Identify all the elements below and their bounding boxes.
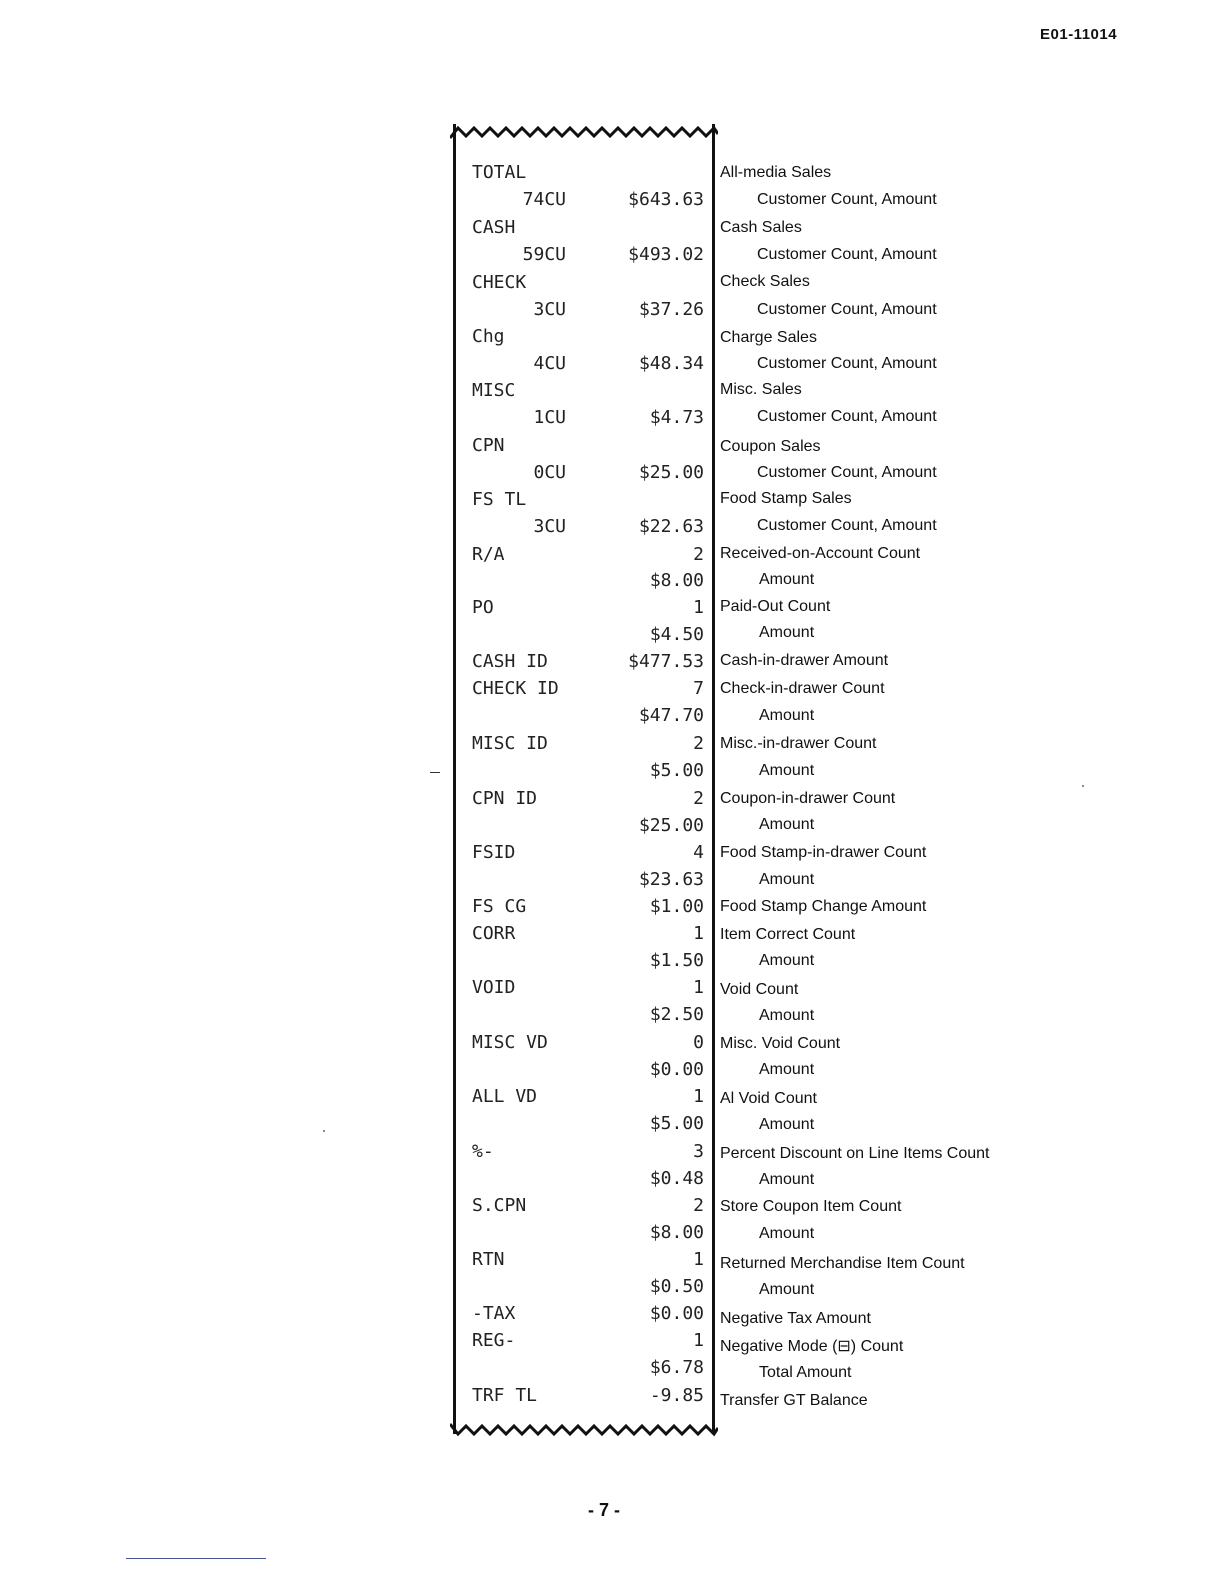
receipt-line	[472, 621, 704, 648]
field-description: Al Void Count	[720, 1090, 817, 1107]
receipt-value: $0.48	[649, 1168, 704, 1189]
receipt-count: 4CU	[533, 353, 566, 374]
field-description: Customer Count, Amount	[757, 301, 937, 318]
receipt-line	[472, 214, 704, 241]
receipt-label: FS CG	[472, 896, 527, 917]
field-description: Misc.-in-drawer Count	[720, 735, 877, 752]
field-description: Amount	[759, 707, 815, 724]
receipt-count: 3CU	[533, 299, 566, 320]
receipt-line	[472, 757, 704, 784]
field-description: Customer Count, Amount	[757, 355, 937, 372]
receipt-line	[472, 459, 704, 486]
field-description: Customer Count, Amount	[757, 246, 937, 263]
receipt-line	[472, 1219, 704, 1246]
receipt-value: 2	[693, 733, 704, 754]
receipt-value: 1	[693, 1249, 704, 1270]
field-description: Item Correct Count	[720, 926, 856, 943]
receipt-label: CORR	[472, 923, 516, 944]
receipt-label: VOID	[472, 977, 516, 998]
field-description: Store Coupon Item Count	[720, 1198, 902, 1215]
receipt-label: TRF TL	[472, 1385, 538, 1406]
receipt-value: 0	[693, 1032, 704, 1053]
receipt-line	[472, 1165, 704, 1192]
receipt-line	[472, 1327, 704, 1354]
receipt-label: -TAX	[472, 1303, 516, 1324]
receipt-line	[472, 785, 704, 812]
receipt-line	[472, 893, 704, 920]
receipt-value: 1	[693, 597, 704, 618]
receipt-label: REG-	[472, 1330, 516, 1351]
receipt-value: 7	[693, 678, 704, 699]
receipt-value: $47.70	[638, 705, 704, 726]
receipt-tear-edge-top	[450, 124, 718, 140]
receipt-value: $1.00	[649, 896, 704, 917]
receipt-label: MISC VD	[472, 1032, 548, 1053]
receipt-value: $477.53	[628, 651, 704, 672]
field-description: Coupon-in-drawer Count	[720, 790, 896, 807]
receipt-label: R/A	[472, 544, 505, 565]
receipt-value: $5.00	[649, 760, 704, 781]
receipt-label: RTN	[472, 1249, 505, 1270]
field-description: Amount	[759, 816, 815, 833]
speck	[1082, 785, 1084, 787]
receipt-label: MISC ID	[472, 733, 548, 754]
field-description: Charge Sales	[720, 329, 817, 346]
receipt-line	[472, 1354, 704, 1381]
receipt-value: 1	[693, 923, 704, 944]
field-description: Paid-Out Count	[720, 598, 831, 615]
field-description: Percent Discount on Line Items Count	[720, 1145, 990, 1162]
receipt-value: $25.00	[638, 462, 704, 483]
receipt-line	[472, 513, 704, 540]
receipt-line	[472, 1110, 704, 1137]
receipt-line	[472, 296, 704, 323]
receipt-value: 3	[693, 1141, 704, 1162]
receipt-line	[472, 404, 704, 431]
receipt-label: CASH	[472, 217, 516, 238]
receipt-line	[472, 486, 704, 513]
receipt-value: $48.34	[638, 353, 704, 374]
field-description: Customer Count, Amount	[757, 464, 937, 481]
receipt-value: -9.85	[649, 1385, 704, 1406]
receipt-line	[472, 1382, 704, 1409]
receipt-line	[472, 866, 704, 893]
receipt-line	[472, 377, 704, 404]
field-description: Food Stamp-in-drawer Count	[720, 844, 927, 861]
field-description: Check Sales	[720, 273, 810, 290]
receipt-value: 2	[693, 788, 704, 809]
receipt-line	[472, 350, 704, 377]
receipt-value: $37.26	[638, 299, 704, 320]
receipt-label: MISC	[472, 380, 516, 401]
field-description: Amount	[759, 1281, 815, 1298]
field-description: Received-on-Account Count	[720, 545, 921, 562]
receipt-value: $4.50	[649, 624, 704, 645]
receipt-line	[472, 675, 704, 702]
field-description: Amount	[759, 871, 815, 888]
receipt-line	[472, 839, 704, 866]
receipt-label: %-	[472, 1141, 494, 1162]
field-description: Customer Count, Amount	[757, 517, 937, 534]
receipt-line	[472, 1192, 704, 1219]
field-description: Cash-in-drawer Amount	[720, 652, 889, 669]
field-description: Returned Merchandise Item Count	[720, 1255, 965, 1272]
receipt-line	[472, 269, 704, 296]
receipt-value: $0.50	[649, 1276, 704, 1297]
receipt-line	[472, 1001, 704, 1028]
receipt-label: TOTAL	[472, 162, 527, 183]
receipt-label: CHECK	[472, 272, 527, 293]
page-number: - 7 -	[588, 1500, 621, 1520]
receipt-line	[472, 1273, 704, 1300]
footer-rule	[126, 1558, 266, 1559]
field-description: Check-in-drawer Count	[720, 680, 885, 697]
receipt-value: 1	[693, 977, 704, 998]
receipt-value: 1	[693, 1086, 704, 1107]
receipt-value: $643.63	[628, 189, 704, 210]
receipt-label: CPN	[472, 435, 505, 456]
receipt-value: 4	[693, 842, 704, 863]
receipt-count: 1CU	[533, 407, 566, 428]
receipt-line	[472, 1246, 704, 1273]
receipt-label: FS TL	[472, 489, 527, 510]
field-description: Negative Tax Amount	[720, 1310, 871, 1327]
field-description: Amount	[759, 952, 815, 969]
receipt-count: 3CU	[533, 516, 566, 537]
field-description: All-media Sales	[720, 164, 832, 181]
receipt-value: $0.00	[649, 1059, 704, 1080]
field-description: Misc. Void Count	[720, 1035, 841, 1052]
receipt-count: 0CU	[533, 462, 566, 483]
document-id: E01-11014	[1040, 26, 1118, 43]
receipt-line	[472, 567, 704, 594]
receipt-line	[472, 648, 704, 675]
receipt-line	[472, 702, 704, 729]
receipt-label: CASH ID	[472, 651, 548, 672]
field-description: Food Stamp Sales	[720, 490, 852, 507]
receipt-line	[472, 974, 704, 1001]
receipt-count: 74CU	[522, 189, 566, 210]
receipt-label: Chg	[472, 326, 505, 347]
field-description: Void Count	[720, 981, 799, 998]
field-description: Amount	[759, 571, 815, 588]
field-description: Amount	[759, 1061, 815, 1078]
field-description: Misc. Sales	[720, 381, 802, 398]
receipt-label: S.CPN	[472, 1195, 527, 1216]
field-description: Amount	[759, 624, 815, 641]
field-description: Cash Sales	[720, 219, 802, 236]
receipt-value: 2	[693, 544, 704, 565]
field-description: Customer Count, Amount	[757, 408, 937, 425]
receipt-line	[472, 186, 704, 213]
speck	[323, 1130, 325, 1132]
receipt-label: ALL VD	[472, 1086, 538, 1107]
receipt-line	[472, 323, 704, 350]
field-description: Negative Mode (⊟) Count	[720, 1338, 904, 1355]
receipt-value: $23.63	[638, 869, 704, 890]
field-description: Amount	[759, 1225, 815, 1242]
receipt-line	[472, 541, 704, 568]
receipt-line	[472, 947, 704, 974]
field-description: Amount	[759, 1007, 815, 1024]
receipt-value: 2	[693, 1195, 704, 1216]
receipt-line	[472, 159, 704, 186]
receipt-count: 59CU	[522, 244, 566, 265]
receipt-tear-edge-bottom	[450, 1422, 718, 1438]
receipt-value: $1.50	[649, 950, 704, 971]
receipt-label: FSID	[472, 842, 516, 863]
receipt-line	[472, 920, 704, 947]
field-description: Coupon Sales	[720, 438, 821, 455]
receipt-label: PO	[472, 597, 494, 618]
receipt-line	[472, 432, 704, 459]
receipt-label: CPN ID	[472, 788, 538, 809]
receipt-line	[472, 1056, 704, 1083]
field-description: Amount	[759, 762, 815, 779]
receipt-label: CHECK ID	[472, 678, 559, 699]
field-description: Amount	[759, 1116, 815, 1133]
receipt-line	[472, 241, 704, 268]
field-description: Total Amount	[759, 1364, 852, 1381]
field-description: Amount	[759, 1171, 815, 1188]
receipt-value: $25.00	[638, 815, 704, 836]
receipt-value: $0.00	[649, 1303, 704, 1324]
receipt-line	[472, 1029, 704, 1056]
receipt-value: $22.63	[638, 516, 704, 537]
receipt-line	[472, 1138, 704, 1165]
receipt-line	[472, 594, 704, 621]
receipt-value: $2.50	[649, 1004, 704, 1025]
receipt-line	[472, 812, 704, 839]
receipt-value: $5.00	[649, 1113, 704, 1134]
receipt-value: $8.00	[649, 570, 704, 591]
receipt-value: $493.02	[628, 244, 704, 265]
margin-mark	[430, 772, 440, 773]
receipt-value: $6.78	[649, 1357, 704, 1378]
receipt-value: $4.73	[649, 407, 704, 428]
receipt-value: $8.00	[649, 1222, 704, 1243]
field-description: Customer Count, Amount	[757, 191, 937, 208]
field-description: Transfer GT Balance	[720, 1392, 868, 1409]
receipt-value: 1	[693, 1330, 704, 1351]
receipt-line	[472, 730, 704, 757]
field-description: Food Stamp Change Amount	[720, 898, 927, 915]
receipt-line	[472, 1300, 704, 1327]
receipt-line	[472, 1083, 704, 1110]
